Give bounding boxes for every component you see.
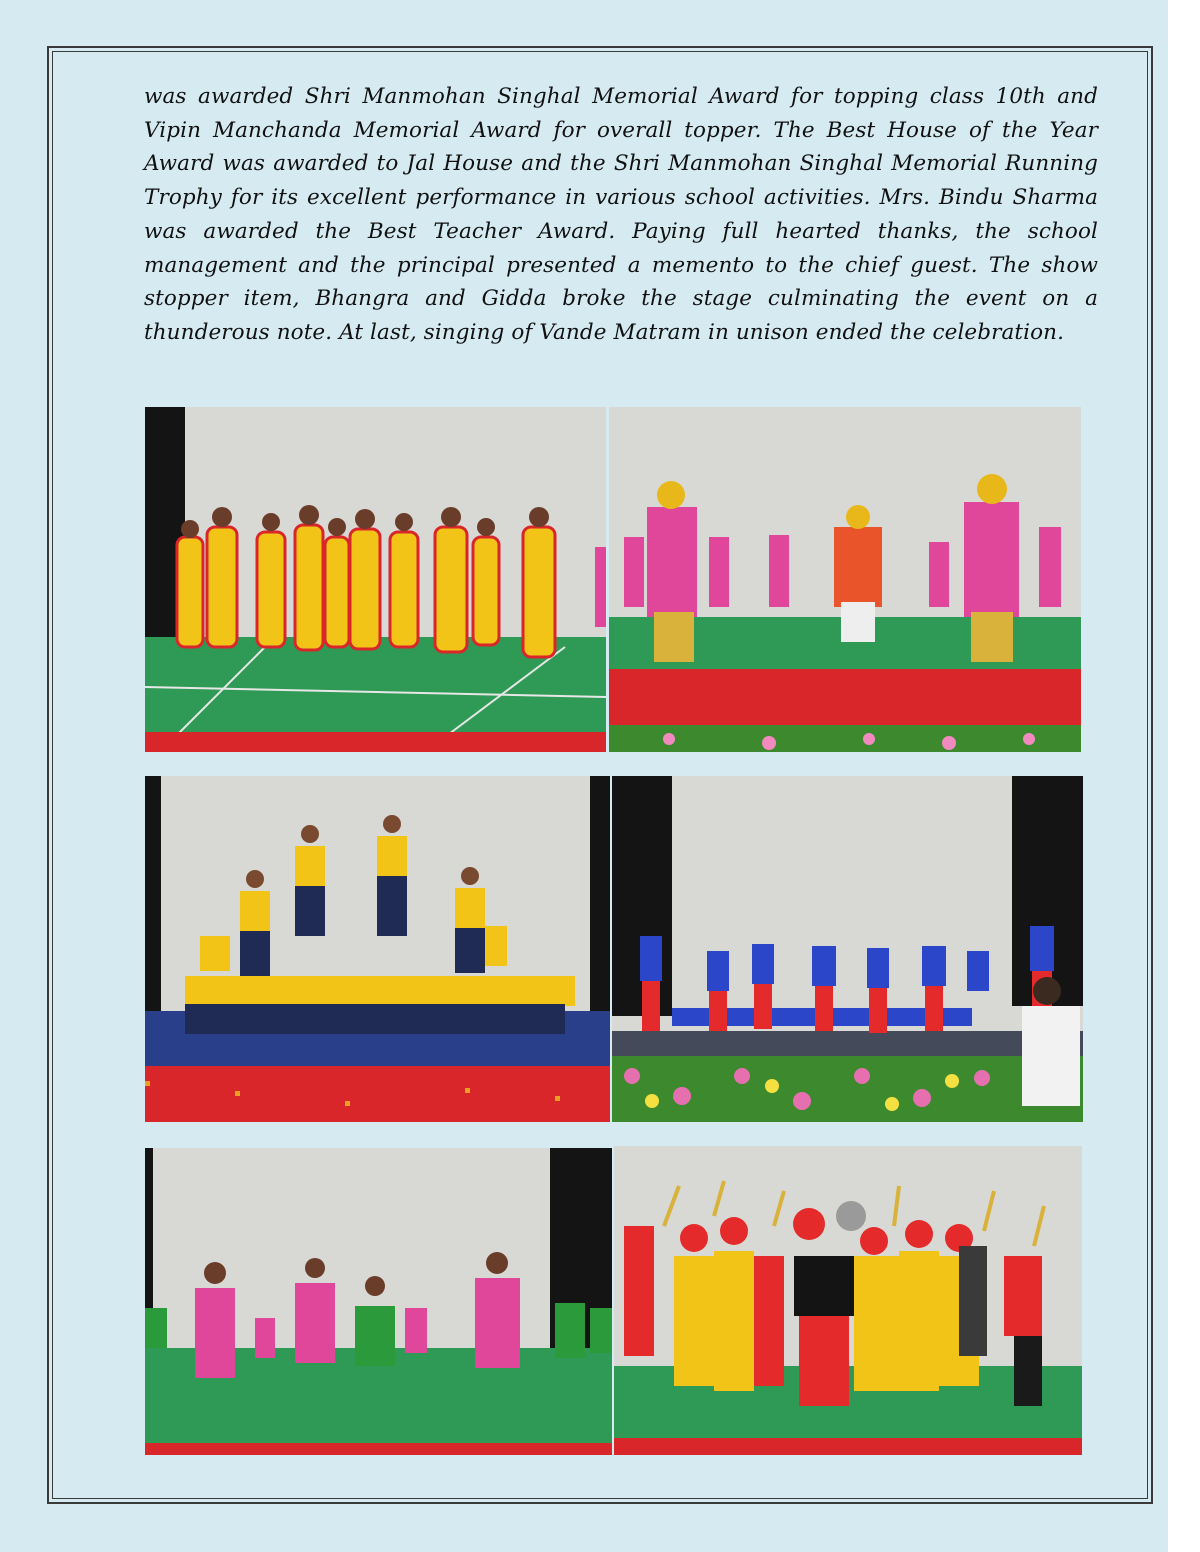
yellow-dance-photo — [145, 407, 606, 752]
gidda-dance-photo — [145, 1148, 612, 1455]
pink-costume-dance-photo — [609, 407, 1081, 752]
yoga-formation-photo — [612, 776, 1083, 1122]
bhangra-sword-dance-photo — [614, 1146, 1082, 1455]
report-paragraph: was awarded Shri Manmohan Singhal Memorial Award for topping class 10th and Vipin Manchanda Memorial Award for overall topper. The Best House of the Year Award was awarded to Jal House and the Shri Manmohan Singhal Memorial Running Trophy for its excellent performance in various school activities. Mrs. Bindu Sharma was awarded the Best Teacher Award. Paying full hearted thanks, the school management and the principal presented a memento to the chief guest. The show stopper item, Bhangra and Gidda broke the stage culminating the event on a thunderous note. At last, singing of Vande Matram in unison ended the celebration. — [144, 84, 1098, 345]
human-pyramid-photo — [145, 776, 610, 1122]
